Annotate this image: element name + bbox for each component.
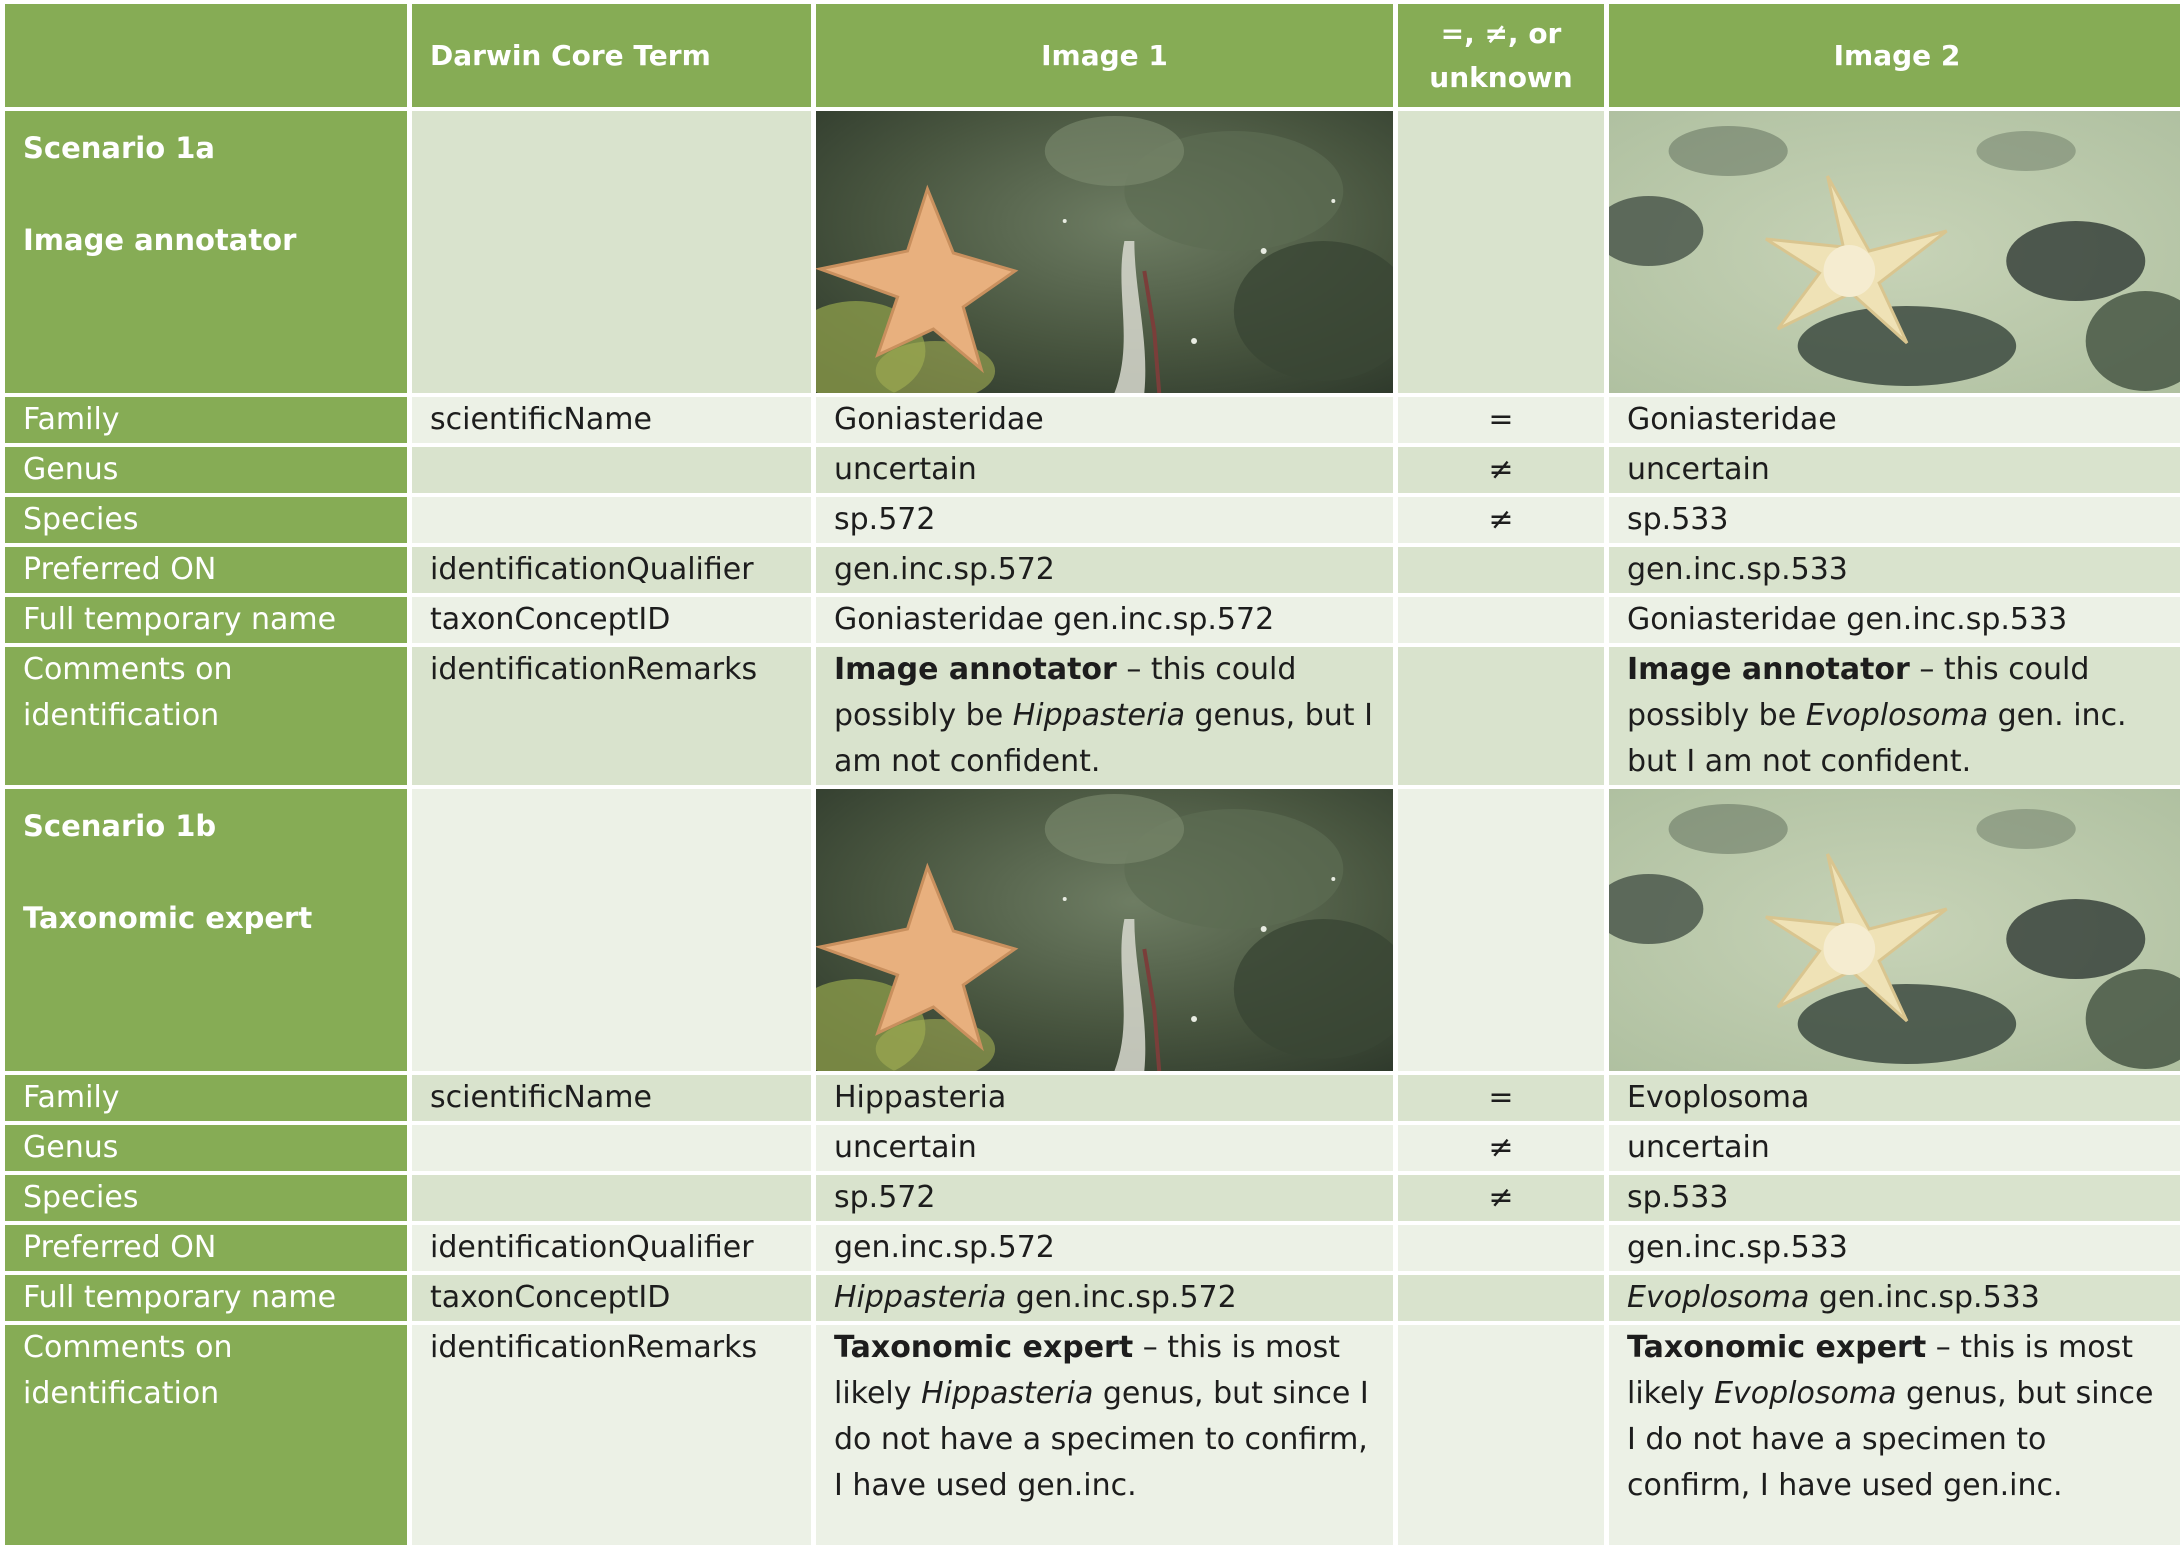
row-term: identificationQualifier [412, 1225, 811, 1271]
row-image-1-value: gen.inc.sp.572 [816, 547, 1393, 593]
comments-term: identificationRemarks [412, 647, 811, 785]
genus-name: Evoplosoma [1627, 1280, 1810, 1315]
comments-text: – this could possibly be [1627, 652, 2090, 733]
row-image-2-value: sp.533 [1609, 497, 2180, 543]
pale-starfish-photo-icon [1609, 789, 2180, 1071]
scenario-1b-image-1 [816, 789, 1393, 1071]
row-image-1-value [816, 1275, 1393, 1321]
row-label: Family [5, 1075, 407, 1121]
scenario-1b-title: Scenario 1b [23, 809, 217, 843]
header-image-2: Image 2 [1609, 4, 2180, 107]
comments-genus: Hippasteria [1012, 698, 1185, 733]
row-comparison [1398, 1275, 1604, 1321]
scenario-1a-image-1 [816, 111, 1393, 393]
scenario-1b-term-empty [412, 789, 811, 1071]
comments-text: – this is most likely [834, 1330, 1341, 1411]
scenario-1a-comparison-empty [1398, 111, 1604, 393]
row-comparison: = [1398, 1075, 1604, 1121]
row-image-2-value [1609, 1275, 2180, 1321]
row-term: taxonConceptID [412, 1275, 811, 1321]
row-image-1-value: uncertain [816, 1125, 1393, 1171]
scenario-1a-title: Scenario 1a [23, 131, 215, 165]
row-image-2-value: gen.inc.sp.533 [1609, 1225, 2180, 1271]
row-term [412, 497, 811, 543]
scenario-1a-role: Image annotator [23, 223, 297, 257]
comments-author: Taxonomic expert [1627, 1330, 1927, 1365]
row-comparison: ≠ [1398, 497, 1604, 543]
row-comparison: = [1398, 397, 1604, 443]
comments-term: identificationRemarks [412, 1325, 811, 1545]
row-label: Genus [5, 1125, 407, 1171]
comments-genus: Evoplosoma [1805, 698, 1989, 733]
comments-genus: Hippasteria [921, 1376, 1094, 1411]
row-label: Genus [5, 447, 407, 493]
row-term [412, 447, 811, 493]
row-image-1-value: sp.572 [816, 1175, 1393, 1221]
comments-comparison-empty [1398, 1325, 1604, 1545]
comments-author: Taxonomic expert [834, 1330, 1134, 1365]
row-image-2-value: sp.533 [1609, 1175, 2180, 1221]
header-comparison: =, ≠, or unknown [1398, 4, 1604, 107]
scenario-1a-image-2 [1609, 111, 2180, 393]
row-image-2-value: Goniasteridae gen.inc.sp.533 [1609, 597, 2180, 643]
row-comparison [1398, 597, 1604, 643]
row-image-1-value: Goniasteridae [816, 397, 1393, 443]
row-label: Family [5, 397, 407, 443]
orange-starfish-photo-icon [816, 789, 1393, 1071]
comments-comparison-empty [1398, 647, 1604, 785]
scenario-1a-term-empty [412, 111, 811, 393]
name-suffix: gen.inc.sp.533 [1809, 1280, 2040, 1315]
row-image-2-value: uncertain [1609, 447, 2180, 493]
row-image-1-value: gen.inc.sp.572 [816, 1225, 1393, 1271]
name-suffix: gen.inc.sp.572 [1006, 1280, 1237, 1315]
row-image-2-value: Goniasteridae [1609, 397, 2180, 443]
comments-author: Image annotator [834, 652, 1117, 687]
row-image-1-value: Hippasteria [816, 1075, 1393, 1121]
row-term: scientificName [412, 397, 811, 443]
row-term: identificationQualifier [412, 547, 811, 593]
comments-text: – this could possibly be [834, 652, 1297, 733]
row-label: Full temporary name [5, 597, 407, 643]
comments-image-2 [1609, 1325, 2180, 1545]
comments-text: genus, but I am not confident. [834, 698, 1373, 779]
row-term: scientificName [412, 1075, 811, 1121]
scenario-1b-role: Taxonomic expert [23, 901, 313, 935]
comments-text: genus, but since I do not have a specimen to confirm, I have used gen.inc. [1627, 1376, 2154, 1503]
comments-genus: Evoplosoma [1714, 1376, 1897, 1411]
scenario-1b-image-2 [1609, 789, 2180, 1071]
comments-image-1 [816, 1325, 1393, 1545]
row-image-1-value: Goniasteridae gen.inc.sp.572 [816, 597, 1393, 643]
orange-starfish-photo-icon [816, 111, 1393, 393]
comments-text: gen. inc. but I am not confident. [1627, 698, 2127, 779]
row-image-2-value: Evoplosoma [1609, 1075, 2180, 1121]
comments-label: Comments on identification [5, 647, 407, 785]
genus-name: Hippasteria [834, 1280, 1007, 1315]
row-term [412, 1125, 811, 1171]
row-comparison: ≠ [1398, 1125, 1604, 1171]
row-label: Species [5, 1175, 407, 1221]
row-image-1-value: sp.572 [816, 497, 1393, 543]
comments-text: – this is most likely [1627, 1330, 2134, 1411]
scenario-1b-label [5, 789, 407, 1071]
row-comparison [1398, 1225, 1604, 1271]
row-comparison: ≠ [1398, 1175, 1604, 1221]
header-darwin-core-term: Darwin Core Term [412, 4, 811, 107]
row-label: Full temporary name [5, 1275, 407, 1321]
row-label: Species [5, 497, 407, 543]
header-image-1: Image 1 [816, 4, 1393, 107]
scenario-1a-label [5, 111, 407, 393]
row-term: taxonConceptID [412, 597, 811, 643]
scenario-1b-comparison-empty [1398, 789, 1604, 1071]
comments-label: Comments on identification [5, 1325, 407, 1545]
row-image-1-value: uncertain [816, 447, 1393, 493]
comments-image-2 [1609, 647, 2180, 785]
row-comparison: ≠ [1398, 447, 1604, 493]
row-label: Preferred ON [5, 1225, 407, 1271]
row-image-2-value: uncertain [1609, 1125, 2180, 1171]
row-label: Preferred ON [5, 547, 407, 593]
pale-starfish-photo-icon [1609, 111, 2180, 393]
row-comparison [1398, 547, 1604, 593]
header-blank [5, 4, 407, 107]
comments-text: genus, but since I do not have a specimen to confirm, I have used gen.inc. [834, 1376, 1369, 1503]
row-term [412, 1175, 811, 1221]
comments-author: Image annotator [1627, 652, 1910, 687]
row-image-2-value: gen.inc.sp.533 [1609, 547, 2180, 593]
comments-image-1 [816, 647, 1393, 785]
